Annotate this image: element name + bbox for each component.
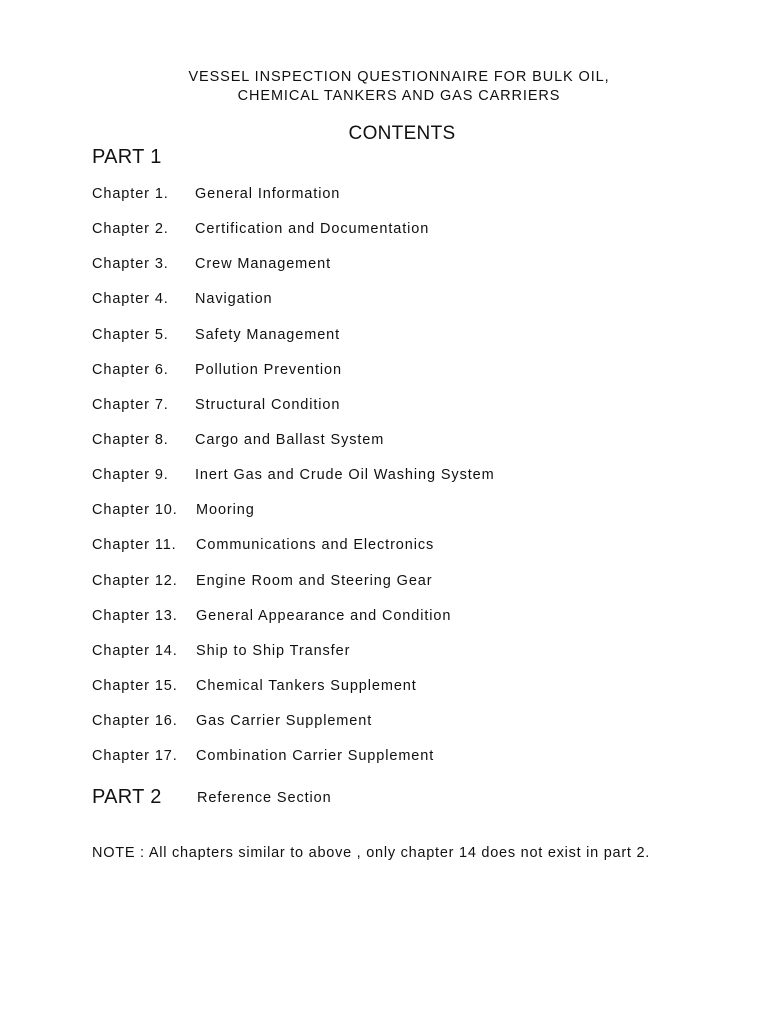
toc-row <box>92 327 495 362</box>
note-text: NOTE : All chapters similar to above , only chapter 14 does not exist in part 2. <box>92 845 651 861</box>
chapter-number: Chapter 17. <box>92 748 178 765</box>
chapter-number: Chapter 13. <box>92 607 178 624</box>
table-of-contents <box>92 186 495 783</box>
chapter-number: Chapter 16. <box>92 713 178 730</box>
toc-row <box>92 678 495 713</box>
part-2-heading: PART 2 <box>92 786 162 808</box>
chapter-title: Ship to Ship Transfer <box>196 642 351 659</box>
chapter-number: Chapter 14. <box>92 642 178 659</box>
chapter-title: Cargo and Ballast System <box>195 431 385 448</box>
chapter-title: Combination Carrier Supplement <box>196 748 435 765</box>
chapter-number: Chapter 1. <box>92 186 169 202</box>
toc-row <box>92 502 495 537</box>
chapter-title: Chemical Tankers Supplement <box>196 677 417 694</box>
toc-row <box>92 256 495 291</box>
toc-row <box>92 713 495 748</box>
title-line-2: CHEMICAL TANKERS AND GAS CARRIERS <box>237 88 561 104</box>
chapter-number: Chapter 6. <box>92 361 169 378</box>
chapter-number: Chapter 11. <box>92 537 177 554</box>
chapter-title: Communications and Electronics <box>196 537 435 554</box>
toc-row <box>92 221 495 256</box>
toc-row <box>92 748 495 783</box>
contents-heading: CONTENTS <box>348 123 456 144</box>
chapter-title: Mooring <box>196 502 255 519</box>
chapter-title: Inert Gas and Crude Oil Washing System <box>195 467 495 484</box>
chapter-number: Chapter 7. <box>92 396 169 413</box>
chapter-number: Chapter 12. <box>92 572 178 589</box>
chapter-number: Chapter 10. <box>92 502 178 519</box>
chapter-number: Chapter 8. <box>92 431 169 448</box>
toc-row <box>92 573 495 608</box>
toc-row <box>92 362 495 397</box>
toc-row <box>92 537 495 572</box>
chapter-title: General Appearance and Condition <box>196 607 452 624</box>
chapter-title: Pollution Prevention <box>195 361 342 378</box>
chapter-number: Chapter 9. <box>92 467 169 484</box>
chapter-title: General Information <box>195 186 341 202</box>
chapter-number: Chapter 15. <box>92 677 178 694</box>
part-1-heading: PART 1 <box>92 146 162 168</box>
toc-row <box>92 397 495 432</box>
toc-row <box>92 643 495 678</box>
document-title <box>0 68 768 106</box>
chapter-title: Navigation <box>195 291 273 308</box>
toc-row <box>92 432 495 467</box>
chapter-title: Engine Room and Steering Gear <box>196 572 433 589</box>
toc-row <box>92 186 495 221</box>
chapter-number: Chapter 5. <box>92 326 169 343</box>
chapter-title: Gas Carrier Supplement <box>196 713 373 730</box>
toc-row <box>92 467 495 502</box>
chapter-number: Chapter 2. <box>92 221 169 238</box>
chapter-title: Crew Management <box>195 256 331 273</box>
part-2-title: Reference Section <box>197 790 332 806</box>
toc-row <box>92 608 495 643</box>
chapter-title: Structural Condition <box>195 396 341 413</box>
toc-row <box>92 291 495 326</box>
chapter-number: Chapter 4. <box>92 291 169 308</box>
chapter-title: Safety Management <box>195 326 341 343</box>
title-line-1: VESSEL INSPECTION QUESTIONNAIRE FOR BULK OIL, <box>188 69 610 85</box>
chapter-number: Chapter 3. <box>92 256 169 273</box>
chapter-title: Certification and Documentation <box>195 221 430 238</box>
